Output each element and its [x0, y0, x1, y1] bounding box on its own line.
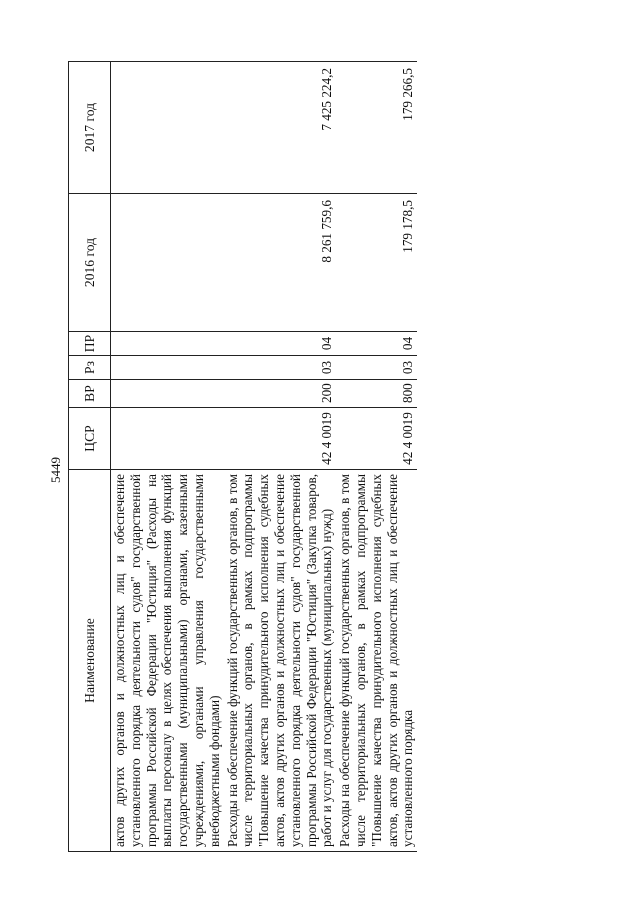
- row-vr: [111, 380, 224, 408]
- header-rz: Рз: [69, 356, 111, 380]
- table-header: [69, 62, 111, 852]
- header-vr: ВР: [69, 380, 111, 408]
- row-rz: 03: [336, 356, 417, 380]
- row-2017: [111, 62, 224, 194]
- table-row: [224, 62, 337, 852]
- row-2016: [111, 194, 224, 332]
- table-row: [111, 62, 224, 852]
- row-vr: 800: [336, 380, 417, 408]
- rotated-page-content: [68, 62, 580, 852]
- row-2016: 8 261 759,6: [224, 194, 337, 332]
- row-pr: [111, 332, 224, 356]
- page-number: 5449: [48, 457, 63, 483]
- budget-table: [68, 61, 417, 852]
- row-name: Расходы на обеспечение функций государственных органов, в том числе территориальных органов, в рамках подпрограммы "Повышение качества принудительного исполнения судебных актов, актов других органов и должностных лиц и обеспечение установленного порядка деятельности судов" государственной программы Российской Федерации "Юстиция" (Закупка товаров, работ и услуг для государственных (муниципальных) нужд): [224, 470, 337, 852]
- row-rz: [111, 356, 224, 380]
- header-2016: 2016 год: [69, 194, 111, 332]
- row-pr: 04: [336, 332, 417, 356]
- row-csr: 42 4 0019: [224, 408, 337, 470]
- row-csr: 42 4 0019: [336, 408, 417, 470]
- header-2017: 2017 год: [69, 62, 111, 194]
- header-name: Наименование: [69, 470, 111, 852]
- row-pr: 04: [224, 332, 337, 356]
- header-csr: ЦСР: [69, 408, 111, 470]
- row-2017: 179 266,5: [336, 62, 417, 194]
- row-csr: [111, 408, 224, 470]
- row-name: актов других органов и должностных лиц и обеспечение установленного порядка деятельности судов" государственной программы Российской Федерации "Юстиция" (Расходы на выплаты персоналу в целях обеспечения выполнения функций государственными (муниципальными) органами, казенными учреждениями, органами управления государственными внебюджетными фондами): [111, 470, 224, 852]
- row-vr: 200: [224, 380, 337, 408]
- row-2016: 179 178,5: [336, 194, 417, 332]
- header-pr: ПР: [69, 332, 111, 356]
- row-name: Расходы на обеспечение функций государственных органов, в том числе территориальных органов, в рамках подпрограммы "Повышение качества принудительного исполнения судебных актов, актов других органов и должностных лиц и обеспечение установленного порядка: [336, 470, 417, 852]
- row-2017: 7 425 224,2: [224, 62, 337, 194]
- table-row: [336, 62, 417, 852]
- row-rz: 03: [224, 356, 337, 380]
